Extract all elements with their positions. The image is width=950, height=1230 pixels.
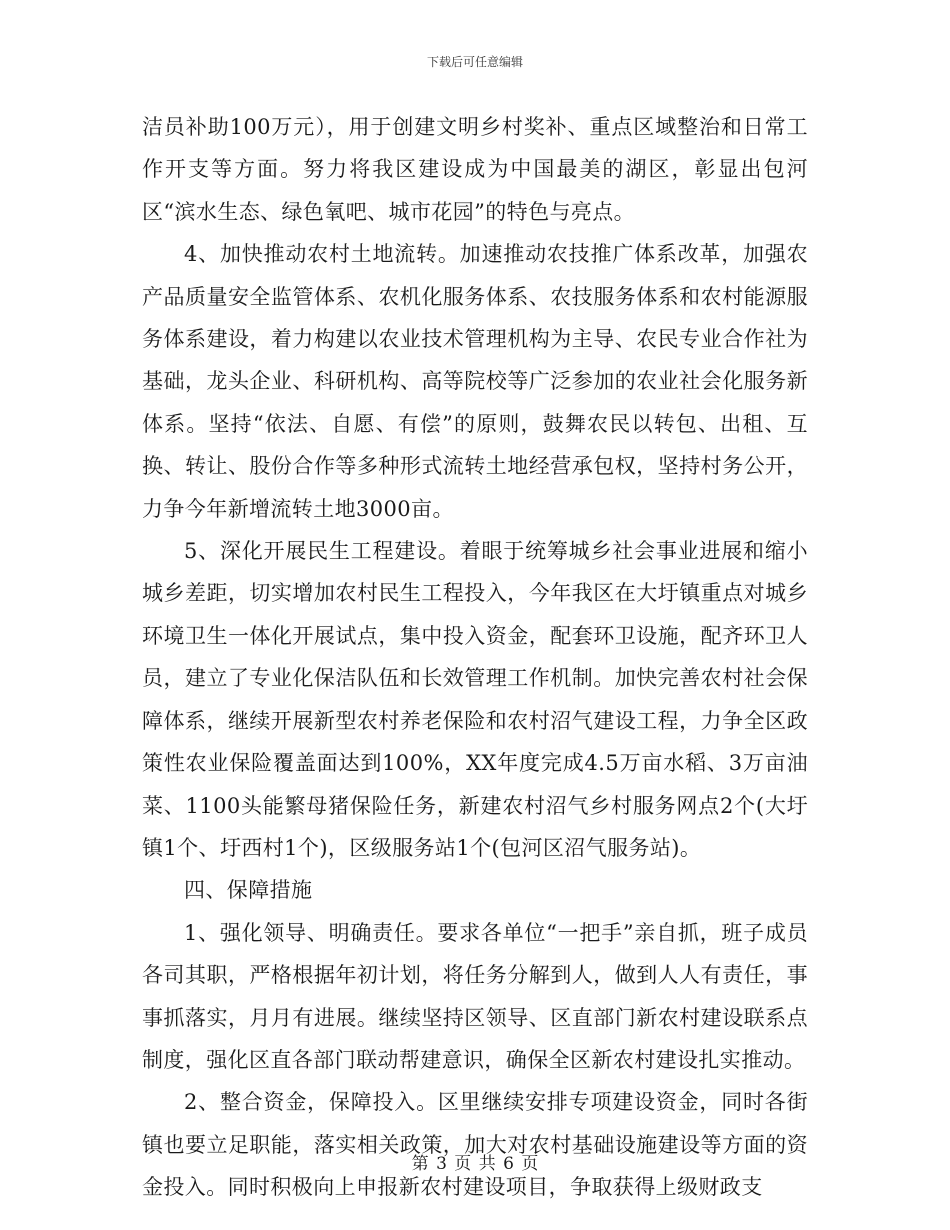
document-body bbox=[142, 106, 808, 1209]
paragraph-continuation: 洁员补助100万元），用于创建文明乡村奖补、重点区域整治和日常工作开支等方面。努力将我区建设成为中国最美的湖区，彰显出包河区“滨水生态、绿色氧吧、城市花园”的特色与亮点。 bbox=[142, 115, 808, 224]
page-header: 下载后可任意编辑 bbox=[426, 55, 523, 69]
paragraph-land-transfer: 4、加快推动农村土地流转。加速推动农技推广体系改革，加强农产品质量安全监管体系、农机化服务体系、农技服务体系和农村能源服务体系建设，着力构建以农业技术管理机构为主导、农民专业合作社为基础，龙头企业、科研机构、高等院校等广泛参加的农业社会化服务新体系。坚持“依法、自愿、有偿”的原则，鼓舞农民以转包、出租、互换、转让、股份合作等多种形式流转土地经营承包权，坚持村务公开，力争今年新增流转土地3000亩。 bbox=[142, 242, 808, 521]
paragraph-leadership: 1、强化领导、明确责任。要求各单位“一把手”亲自抓，班子成员各司其职，严格根据年初计划，将任务分解到人，做到人人有责任，事事抓落实，月月有进展。继续坚持区领导、区直部门新农村建设联系点制度，强化区直各部门联动帮建意识，确保全区新农村建设扎实推动。 bbox=[142, 920, 808, 1072]
section-heading-safeguards: 四、保障措施 bbox=[184, 878, 313, 903]
paragraph-livelihood-projects: 5、深化开展民生工程建设。着眼于统筹城乡社会事业进展和缩小城乡差距，切实增加农村民生工程投入，今年我区在大圩镇重点对城乡环境卫生一体化开展试点，集中投入资金，配套环卫设施，配齐环卫人员，建立了专业化保洁队伍和长效管理工作机制。加快完善农村社会保障体系，继续开展新型农村养老保险和农村沼气建设工程，力争全区政策性农业保险覆盖面达到100%，XX年度完成4.5万亩水稻、3万亩油菜、1100头能繁母猪保险任务，新建农村沼气乡村服务网点2个(大圩镇1个、圩西村1个)，区级服务站1个(包河区沼气服务站)。 bbox=[142, 539, 808, 860]
page-number-footer: 第 3 页 共 6 页 bbox=[411, 1154, 539, 1174]
paragraph-funding: 2、整合资金，保障投入。区里继续安排专项建设资金，同时各街镇也要立足职能，落实相关政策，加大对农村基础设施建设等方面的资金投入。同时积极向上申报新农村建设项目，争取获得上级财政支 bbox=[142, 1090, 808, 1200]
